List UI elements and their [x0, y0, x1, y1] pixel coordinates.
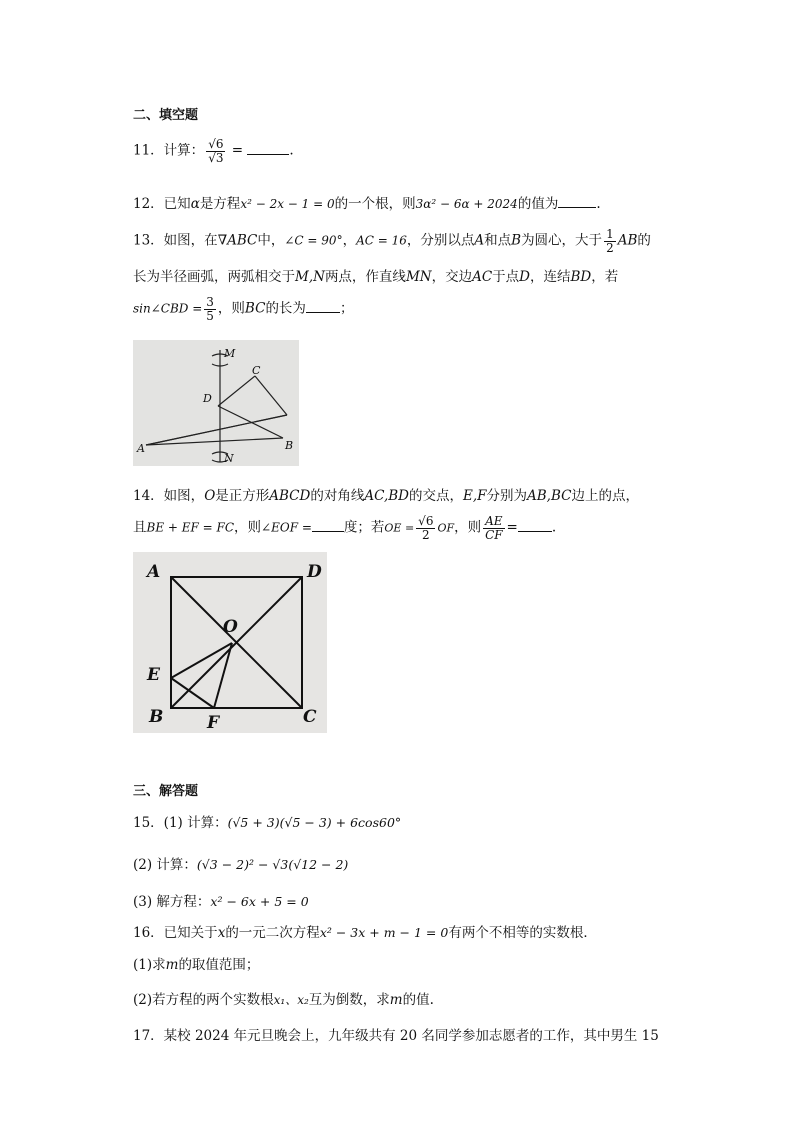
q12-post: 的值为	[517, 196, 559, 212]
q13-triangle: ∇ABC	[217, 232, 258, 249]
q13-text: 13．如图，在	[133, 232, 218, 249]
q14-angle: ∠EOF =	[261, 520, 312, 535]
q11-end: .	[289, 142, 294, 159]
q16-m: m	[165, 957, 179, 973]
question-15-part-3	[133, 890, 309, 910]
question-13-line-3	[133, 296, 353, 322]
figure-14-square	[133, 552, 327, 733]
q16-text: (1)求	[133, 957, 166, 973]
q13-ab: AB	[617, 232, 638, 249]
q13-text: 于点	[492, 269, 520, 285]
q14-quotient	[483, 515, 504, 541]
q14-text: ，则	[234, 519, 262, 536]
q13-sin-fraction	[204, 296, 216, 322]
q13-text: 和点	[484, 232, 512, 249]
q14-angle-blank[interactable]	[312, 519, 344, 532]
q14-sides: AB,BC	[527, 488, 572, 504]
fig13-label-c: C	[252, 364, 261, 377]
q13-text: ，若	[591, 269, 619, 285]
q12-expression: 3α² − 6α + 2024	[415, 197, 518, 211]
figure-14-background	[133, 552, 327, 733]
q13-sin-num: 3	[206, 295, 214, 309]
q13-text: 为圆心，大于	[521, 232, 603, 249]
q16-text: 的取值范围；	[178, 957, 260, 973]
q12-mid2: 的一个根，则	[334, 196, 416, 212]
q16-text: 的值.	[402, 992, 434, 1008]
fig14-label-c: C	[303, 707, 317, 727]
q14-text: 分别为	[486, 488, 527, 504]
q13-half	[604, 228, 616, 254]
question-16-part-2	[133, 988, 434, 1008]
fig14-label-d: D	[307, 562, 322, 582]
question-17: 17．某校 2024 年元旦晚会上，九年级共有 20 名同学参加志愿者的工作，其中男生 15	[133, 1028, 659, 1044]
q13-text: 两点，作直线	[324, 269, 406, 285]
question-15-part-1	[133, 811, 401, 831]
q16-text: 的一元二次方程	[225, 925, 320, 941]
figure-13-triangle	[133, 340, 299, 466]
q14-quotient-den: CF	[485, 527, 503, 542]
q13-point-d: D	[519, 269, 530, 285]
question-16-stem	[133, 921, 597, 941]
q14-answer-blank[interactable]	[518, 519, 552, 532]
q16-roots: x₁、x₂	[273, 993, 309, 1007]
q11-numerator: √6	[208, 137, 224, 151]
question-16-part-1	[133, 953, 259, 973]
q13-text: ，分别以点	[406, 232, 475, 249]
q15-p3-expression: x² − 6x + 5 = 0	[210, 894, 309, 909]
figure-13-background	[133, 340, 299, 466]
q13-angle: ∠C = 90°	[284, 233, 343, 248]
q14-square: ABCD	[269, 488, 311, 504]
q14-quotient-num: AE	[485, 514, 503, 528]
q11-denominator: √3	[208, 150, 224, 165]
q12-answer-blank[interactable]	[558, 195, 596, 208]
q12-equation: x² − 2x − 1 = 0	[240, 197, 335, 211]
q15-p2-lead: (2) 计算：	[133, 857, 197, 873]
q11-answer-blank[interactable]	[247, 142, 289, 155]
q14-text: ，则	[454, 519, 482, 536]
q13-text: 的长为	[265, 300, 306, 317]
q14-end: .	[551, 519, 557, 536]
q14-text: 的交点，	[408, 488, 463, 504]
fig14-label-f: F	[207, 713, 220, 733]
q13-half-num: 1	[606, 227, 614, 241]
section-title-fill-in: 二、填空题	[133, 108, 199, 123]
q14-of: OF	[437, 521, 455, 535]
q14-text: 的对角线	[310, 488, 365, 504]
q14-points-ef: E,F	[462, 488, 487, 504]
q13-line-mn: MN	[405, 269, 432, 285]
q14-ratio	[416, 515, 435, 541]
q13-side-ac: AC	[472, 269, 493, 285]
q14-text: 边上的点，	[571, 488, 639, 504]
fig14-label-a: A	[147, 562, 161, 582]
question-14-line-1	[133, 484, 639, 504]
q13-segment-bd: BD	[570, 269, 592, 285]
q13-text: 的	[637, 232, 651, 249]
section-title-answer: 三、解答题	[133, 784, 199, 799]
q11-lead: 11．计算：	[133, 142, 205, 159]
q13-text: ，则	[217, 300, 245, 317]
q14-text: 且	[133, 519, 147, 536]
q13-text: ，	[342, 232, 357, 249]
q13-text: 中，	[257, 232, 285, 249]
q14-text: 是正方形	[215, 488, 270, 504]
q13-sin-den: 5	[206, 308, 214, 323]
q12-alpha: α	[190, 196, 200, 212]
fig14-label-e: E	[147, 665, 160, 685]
q16-equation: x² − 3x + m − 1 = 0	[319, 925, 449, 940]
q14-text: 度；若	[343, 519, 385, 536]
question-13-line-2	[133, 265, 618, 285]
q13-text: 长为半径画弧，两弧相交于	[133, 269, 295, 285]
fig13-label-n: N	[224, 452, 234, 465]
q16-m: m	[389, 992, 403, 1008]
q13-point-b: B	[511, 232, 522, 249]
q13-half-den: 2	[606, 240, 614, 255]
q16-x: x	[217, 925, 226, 941]
q14-point-o: O	[204, 488, 216, 504]
q13-point-a: A	[474, 232, 485, 249]
question-14-line-2	[133, 515, 556, 541]
question-11	[133, 138, 294, 164]
q12-pre: 12．已知	[133, 196, 191, 212]
q13-sin: sin∠CBD =	[133, 301, 203, 316]
q12-end: .	[596, 196, 601, 212]
q11-fraction	[206, 138, 225, 164]
q15-p1-expression: (√5 + 3)(√5 − 3) + 6cos60°	[227, 815, 402, 830]
q14-text: 14．如图，	[133, 488, 205, 504]
q12-mid: 是方程	[199, 196, 241, 212]
question-12	[133, 192, 601, 212]
fig14-label-b: B	[149, 707, 164, 727]
q14-condition: BE + EF = FC	[146, 520, 235, 535]
q11-equals: =	[231, 142, 244, 159]
q14-equals: =	[506, 519, 518, 536]
q13-end: ；	[339, 300, 354, 317]
q14-ratio-den: 2	[421, 527, 430, 542]
q13-text: ，连结	[530, 269, 571, 285]
q14-oe: OE =	[384, 521, 415, 535]
q16-text: 有两个不相等的实数根．	[448, 925, 597, 941]
fig13-label-b: B	[285, 439, 294, 452]
q13-answer-blank[interactable]	[306, 300, 340, 313]
q16-text: 16．已知关于	[133, 925, 218, 941]
fig13-label-a: A	[137, 442, 145, 455]
q13-text: ，交边	[431, 269, 473, 285]
q16-text: 互为倒数，求	[308, 992, 390, 1008]
q15-p1-lead: 15．(1) 计算：	[133, 815, 228, 831]
q14-diagonals: AC,BD	[364, 488, 409, 504]
q16-text: (2)若方程的两个实数根	[133, 992, 274, 1008]
q15-p3-lead: (3) 解方程：	[133, 894, 211, 910]
fig14-label-o: O	[223, 617, 238, 637]
fig13-label-m: M	[224, 347, 236, 360]
q13-side-bc: BC	[244, 300, 266, 317]
q14-ratio-num: √6	[418, 514, 434, 528]
question-13-line-1	[133, 228, 651, 254]
q13-mn-points: M,N	[295, 269, 325, 285]
question-15-part-2	[133, 853, 348, 873]
fig13-label-d: D	[203, 392, 212, 405]
q15-p2-expression: (√3 − 2)² − √3(√12 − 2)	[196, 857, 349, 872]
q13-ac: AC = 16	[356, 233, 407, 248]
